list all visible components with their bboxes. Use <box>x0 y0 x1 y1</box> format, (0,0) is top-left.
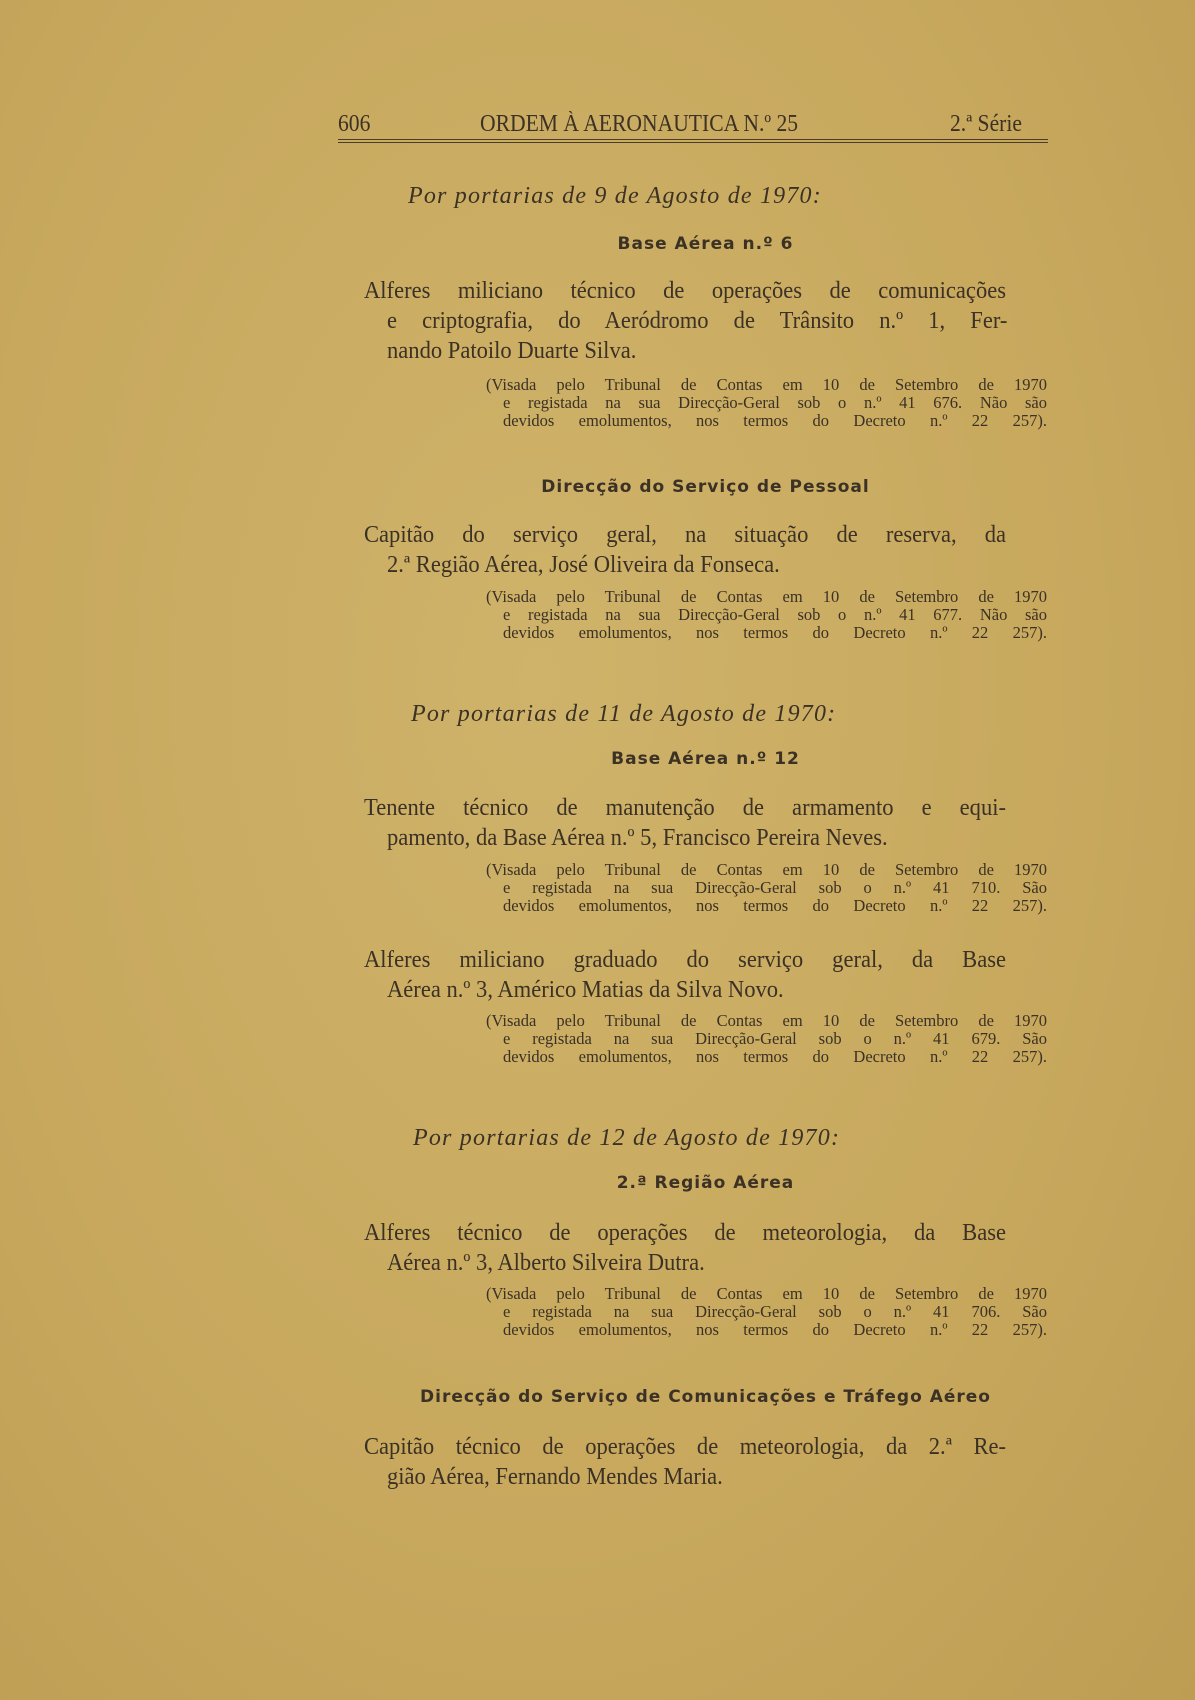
registration-note <box>486 588 1047 642</box>
text-line: devidos emolumentos, nos termos do Decreto n.º 22 257). <box>503 623 1047 642</box>
publication-title: ORDEM À AERONAUTICA N.º 25 <box>480 111 799 137</box>
section-heading: Direcção do Serviço de Comunicações e Tráfego Aéreo <box>420 1387 991 1407</box>
appointment-paragraph <box>364 945 1047 1005</box>
date-heading: Por portarias de 12 de Agosto de 1970: <box>413 1125 841 1151</box>
text-line: gião Aérea, Fernando Mendes Maria. <box>387 1464 723 1490</box>
header-rule-top <box>338 139 1048 140</box>
appointment-paragraph <box>364 276 1047 366</box>
text-line: Alferes miliciano técnico de operações de comunicações <box>364 278 1007 304</box>
text-line: (Visada pelo Tribunal de Contas em 10 de Setembro de 1970 <box>486 587 1047 606</box>
registration-note <box>486 861 1047 915</box>
date-heading: Por portarias de 9 de Agosto de 1970: <box>408 183 822 209</box>
text-line: Tenente técnico de manutenção de armamento e equi- <box>364 795 1007 821</box>
text-line: e registada na sua Direcção-Geral sob o n.º 41 706. São <box>503 1302 1047 1321</box>
page-header <box>338 111 1048 141</box>
appointment-paragraph <box>364 793 1047 853</box>
registration-note <box>486 1012 1047 1066</box>
appointment-paragraph <box>364 1432 1047 1492</box>
text-line: Aérea n.º 3, Alberto Silveira Dutra. <box>387 1250 705 1276</box>
date-heading: Por portarias de 11 de Agosto de 1970: <box>411 701 837 727</box>
section-heading: Base Aérea n.º 12 <box>611 749 800 769</box>
text-line: Alferes técnico de operações de meteorologia, da Base <box>364 1220 1007 1246</box>
text-line: devidos emolumentos, nos termos do Decreto n.º 22 257). <box>503 411 1047 430</box>
text-line: Aérea n.º 3, Américo Matias da Silva Novo. <box>387 977 784 1003</box>
text-line: (Visada pelo Tribunal de Contas em 10 de Setembro de 1970 <box>486 1011 1047 1030</box>
text-line: devidos emolumentos, nos termos do Decreto n.º 22 257). <box>503 896 1047 915</box>
text-line: Capitão do serviço geral, na situação de reserva, da <box>364 522 1007 548</box>
text-line: e registada na sua Direcção-Geral sob o n.º 41 677. Não são <box>503 605 1047 624</box>
text-line: (Visada pelo Tribunal de Contas em 10 de Setembro de 1970 <box>486 375 1047 394</box>
text-line: (Visada pelo Tribunal de Contas em 10 de Setembro de 1970 <box>486 1284 1047 1303</box>
text-line: 2.ª Região Aérea, José Oliveira da Fonseca. <box>387 552 780 578</box>
registration-note <box>486 376 1047 430</box>
text-line: e criptografia, do Aeródromo de Trânsito n.º 1, Fer- <box>387 308 1008 334</box>
appointment-paragraph <box>364 520 1047 580</box>
text-line: (Visada pelo Tribunal de Contas em 10 de Setembro de 1970 <box>486 860 1047 879</box>
appointment-paragraph <box>364 1218 1047 1278</box>
series-label: 2.ª Série <box>950 111 1022 137</box>
registration-note <box>486 1285 1047 1339</box>
section-heading: Base Aérea n.º 6 <box>617 234 794 254</box>
text-line: e registada na sua Direcção-Geral sob o n.º 41 679. São <box>503 1029 1047 1048</box>
section-heading: Direcção do Serviço de Pessoal <box>541 477 870 497</box>
text-line: e registada na sua Direcção-Geral sob o n.º 41 710. São <box>503 878 1047 897</box>
header-rule-bottom <box>338 142 1048 143</box>
text-line: nando Patoilo Duarte Silva. <box>387 338 637 364</box>
text-line: e registada na sua Direcção-Geral sob o n.º 41 676. Não são <box>503 393 1047 412</box>
text-line: devidos emolumentos, nos termos do Decreto n.º 22 257). <box>503 1320 1047 1339</box>
text-line: Capitão técnico de operações de meteorologia, da 2.ª Re- <box>364 1434 1007 1460</box>
text-line: Alferes miliciano graduado do serviço geral, da Base <box>364 947 1007 973</box>
page-number: 606 <box>338 111 371 137</box>
text-line: devidos emolumentos, nos termos do Decreto n.º 22 257). <box>503 1047 1047 1066</box>
section-heading: 2.ª Região Aérea <box>616 1173 795 1193</box>
text-line: pamento, da Base Aérea n.º 5, Francisco Pereira Neves. <box>387 825 888 851</box>
